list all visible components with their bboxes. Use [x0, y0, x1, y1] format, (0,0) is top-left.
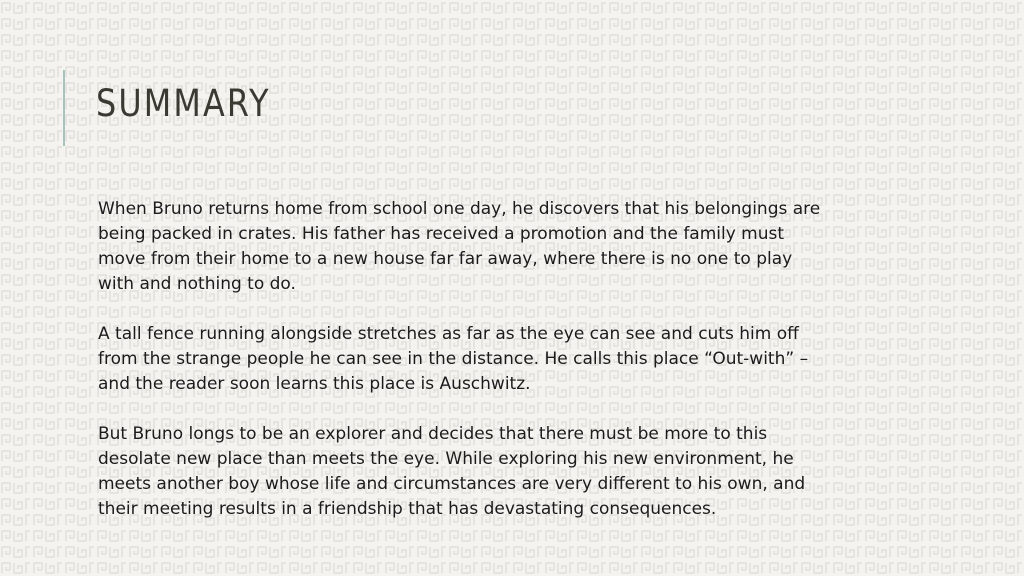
text-line: being packed in crates. His father has received a promotion and the family must	[98, 224, 785, 244]
paragraph-3	[98, 422, 898, 522]
summary-body	[98, 197, 898, 547]
slide-title: SUMMARY	[96, 82, 271, 125]
text-line: move from their home to a new house far far away, where there is no one to play	[98, 249, 793, 269]
text-line: their meeting results in a friendship that has devastating consequences.	[98, 499, 717, 519]
text-line: with and nothing to do.	[98, 274, 296, 294]
text-line: and the reader soon learns this place is Auschwitz.	[98, 374, 531, 394]
text-line: meets another boy whose life and circumstances are very different to his own, and	[98, 474, 806, 494]
text-line: A tall fence running alongside stretches as far as the eye can see and cuts him off	[98, 324, 799, 344]
text-line: from the strange people he can see in the distance. He calls this place “Out-with” –	[98, 349, 809, 369]
paragraph-2	[98, 322, 898, 397]
paragraph-1	[98, 197, 898, 297]
text-line: desolate new place than meets the eye. While exploring his new environment, he	[98, 449, 794, 469]
text-line: When Bruno returns home from school one day, he discovers that his belongings are	[98, 199, 821, 219]
title-accent-bar	[63, 70, 65, 146]
text-line: But Bruno longs to be an explorer and decides that there must be more to this	[98, 424, 768, 444]
